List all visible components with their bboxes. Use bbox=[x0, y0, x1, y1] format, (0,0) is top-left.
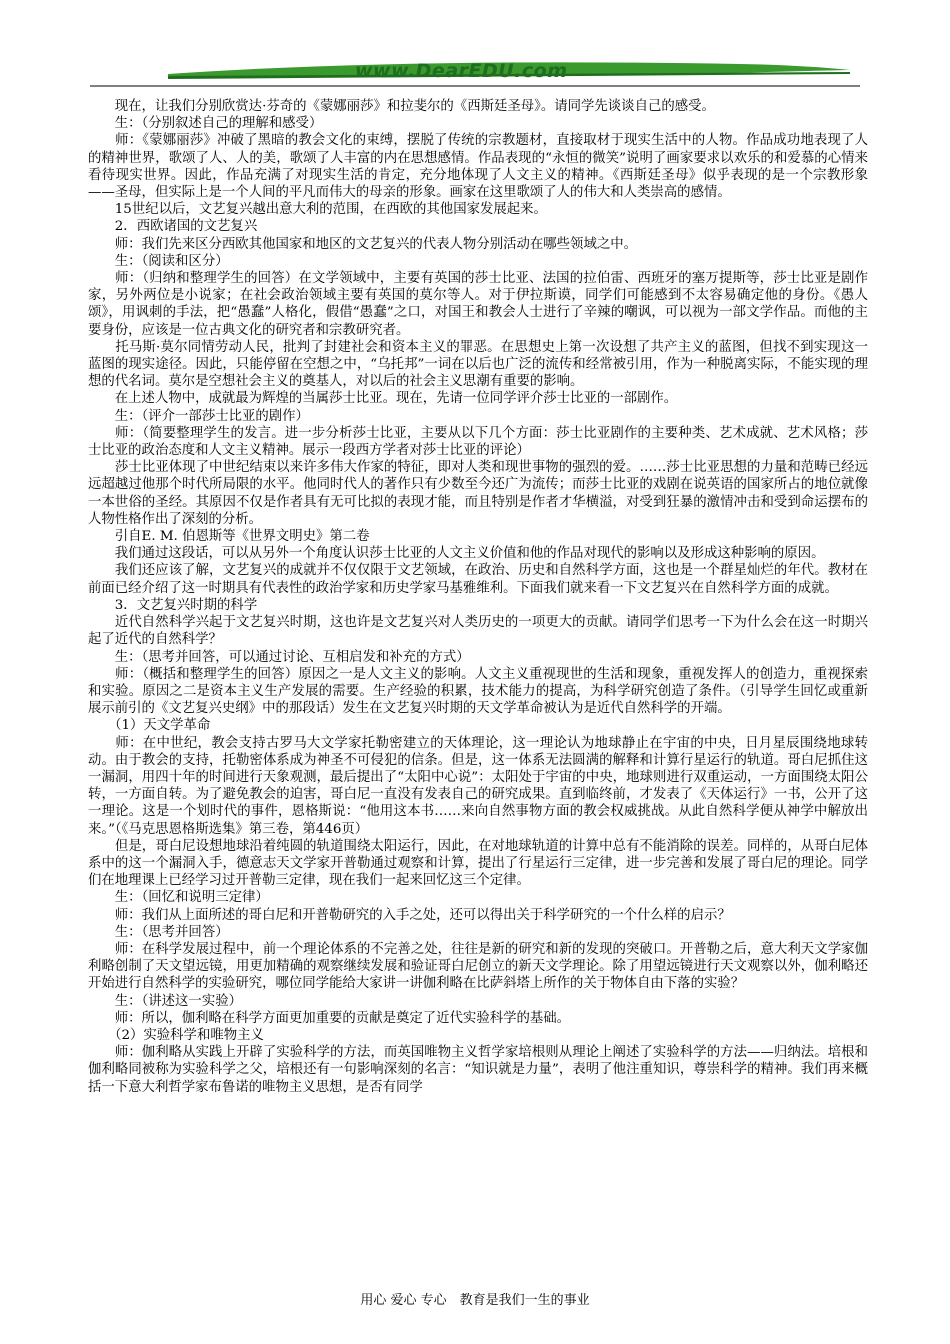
paragraph: 我们还应该了解，文艺复兴的成就并不仅仅限于文艺领域，在政治、历史和自然科学方面，这也是一个群星灿烂的年代。教材在前面已经介绍了这一时期具有代表性的政治学家和历史学家马基雅维利。下面我们就来看一下文艺复兴在自然科学方面的成就。 bbox=[88, 563, 868, 596]
paragraph: 在上述人物中，成就最为辉煌的当属莎士比亚。现在，先请一位同学评介莎士比亚的一部剧作。 bbox=[88, 391, 678, 407]
paragraph: 生：（回忆和说明三定律） bbox=[88, 890, 269, 906]
paragraph: 生：（思考并回答） bbox=[88, 924, 229, 940]
paragraph: 但是，哥白尼设想地球沿着纯圆的轨道围绕太阳运行，因此，在对地球轨道的计算中总有不能消除的误差。同样的，从哥白尼体系中的这一个漏洞入手，德意志天文学家开普勒通过观察和计算，提出了行星运行三定律，进一步完善和发展了哥白尼的理论。同学们在地理课上已经学习过开普勒三定律，现在我们一起来回忆这三个定律。 bbox=[88, 838, 868, 889]
quotation: 莎士比亚体现了中世纪结束以来许多伟大作家的特征，即对人类和现世事物的强烈的爱。……莎士比亚思想的力量和范畴已经远远超越过他那个时代所局限的水平。他同时代人的著作只有少数至今还广为流传；而莎士比亚的戏剧在说英语的国家所占的地位就像一本世俗的圣经。其原因不仅是作者具有无可比拟的表现才能，而且特别是作者才华横溢，对受到狂暴的激情冲击和受到命运摆布的人物性格作出了深刻的分析。 bbox=[88, 460, 868, 527]
citation: 引自E. M. 伯恩斯等《世界文明史》第二卷 bbox=[88, 529, 370, 545]
paragraph: 师：在科学发展过程中，前一个理论体系的不完善之处，往往是新的研究和新的发现的突破口。开普勒之后，意大利天文学家伽利略创制了天文望远镜，用更加精确的观察继续发展和验证哥白尼创立的新天文学理论。除了用望远镜进行天文观察以外，伽利略还开始进行自然科学的实验研究，哪位同学能给大家讲一讲伽利略在比萨斜塔上所作的关于物体自由下落的实验？ bbox=[88, 941, 868, 992]
paragraph: 师：（归纳和整理学生的回答）在文学领域中，主要有英国的莎士比亚、法国的拉伯雷、西班牙的塞万提斯等，莎士比亚是剧作家，另外两位是小说家；在社会政治领域主要有英国的莫尔等人。对于伊拉斯谟，同学们可能感到不太容易确定他的身份。《愚人颂》，用讽刺的手法，把“愚蠢”人格化，假借“愚蠢”之口，对国王和教会人士进行了辛辣的嘲讽，可以视为一部文学作品。而他的主要身份，应该是一位古典文化的研究者和宗教研究者。 bbox=[88, 271, 868, 338]
site-header-banner bbox=[0, 52, 950, 92]
paragraph: 生：（思考并回答，可以通过讨论、互相启发和补充的方式） bbox=[88, 649, 470, 665]
paragraph: 生：（分别叙述自己的理解和感受） bbox=[88, 116, 323, 132]
paragraph: 生：（讲述这一实验） bbox=[88, 993, 242, 1009]
paragraph: 师：在中世纪，教会支持古罗马大文学家托勒密建立的天体理论，这一理论认为地球静止在宇宙的中央，日月星辰围绕地球转动。由于教会的支持，托勒密体系成为神圣不可侵犯的信条。但是，这一体系无法圆满的解释和计算行星运行的轨道。哥白尼抓住这一漏洞，用四十年的时间进行天象观测，最后提出了“太阳中心说”：太阳处于宇宙的中央，地球则进行双重运动，一方面围绕太阳公转，一方面自转。为了避免教会的迫害，哥白尼一直没有发表自己的研究成果。直到临终前，才发表了《天体运行》一书，公开了这一理论。这是一个划时代的事件，恩格斯说：“他用这本书……来向自然事物方面的教会权威挑战。从此自然科学便从神学中解放出来。”（《马克思恩格斯选集》第三卷，第446页） bbox=[88, 735, 868, 837]
paragraph: 师：所以，伽利略在科学方面更加重要的贡献是奠定了近代实验科学的基础。 bbox=[88, 1010, 571, 1026]
section-heading: 3．文艺复兴时期的科学 bbox=[88, 597, 258, 613]
paragraph: 师：我们先来区分西欧其他国家和地区的文艺复兴的代表人物分别活动在哪些领域之中。 bbox=[88, 236, 638, 252]
site-logo: www.DearEDU.com bbox=[355, 60, 568, 82]
subsection-heading: （1）天文学革命 bbox=[88, 718, 211, 734]
paragraph: 生：（评介一部莎士比亚的剧作） bbox=[88, 408, 309, 424]
paragraph: 师：我们从上面所述的哥白尼和开普勒研究的入手之处，还可以得出关于科学研究的一个什么样的启示？ bbox=[88, 907, 731, 923]
paragraph: 近代自然科学兴起于文艺复兴时期，这也许是文艺复兴对人类历史的一项更大的贡献。请同学们思考一下为什么会在这一时期兴起了近代的自然科学？ bbox=[88, 615, 868, 648]
page-footer: 用心 爱心 专心 教育是我们一生的事业 bbox=[360, 1293, 590, 1308]
paragraph: 15世纪以后，文艺复兴越出意大利的范围，在西欧的其他国家发展起来。 bbox=[88, 202, 547, 218]
paragraph: 师：《蒙娜丽莎》冲破了黑暗的教会文化的束缚，摆脱了传统的宗教题材，直接取材于现实生活中的人物。作品成功地表现了人的精神世界，歌颂了人、人的美，歌颂了人丰富的内在思想感情。作品表现的“永恒的微笑”说明了画家要求以欢乐的和爱慕的心情来看待现实世界。因此，作品充满了对现实生活的肯定，充分地体现了人文主义的精神。《西斯廷圣母》似乎表现的是一个宗教形象——圣母，但实际上是一个人间的平凡而伟大的母亲的形象。画家在这里歌颂了人的伟大和人类崇高的感情。 bbox=[88, 133, 868, 201]
paragraph: 托马斯·莫尔同情劳动人民，批判了封建社会和资本主义的罪恶。在思想史上第一次设想了共产主义的蓝图，但找不到实现这一蓝图的现实途径。因此，只能停留在空想之中，“乌托邦”一词在以后也广泛的流传和经常被引用，作为一种脱离实际，不能实现的理想的代名词。莫尔是空想社会主义的奠基人，对以后的社会主义思潮有重要的影响。 bbox=[88, 339, 868, 390]
paragraph: 现在，让我们分别欣赏达·芬奇的《蒙娜丽莎》和拉斐尔的《西斯廷圣母》。请同学先谈谈自己的感受。 bbox=[88, 99, 715, 114]
document-body bbox=[88, 98, 868, 1096]
paragraph: 师：（概括和整理学生的回答）原因之一是人文主义的影响。人文主义重视现世的生活和现象，重视发挥人的创造力，重视探索和实验。原因之二是资本主义生产发展的需要。生产经验的积累，技术能力的提高，为科学研究创造了条件。（引导学生回忆或重新展示前引的《文艺复兴史纲》中的那段话）发生在文艺复兴时期的天文学革命被认为是近代自然科学的开端。 bbox=[88, 666, 868, 717]
paragraph: 师：伽利略从实践上开辟了实验科学的方法，而英国唯物主义哲学家培根则从理论上阐述了实验科学的方法——归纳法。培根和伽利略同被称为实验科学之父，培根还有一句影响深刻的名言：“知识就是力量”，表明了他注重知识，尊崇科学的精神。我们再来概括一下意大利哲学家布鲁诺的唯物主义思想，是否有同学 bbox=[88, 1045, 868, 1095]
section-heading: 2．西欧诸国的文艺复兴 bbox=[88, 219, 258, 235]
subsection-heading: （2）实验科学和唯物主义 bbox=[88, 1027, 264, 1043]
paragraph: 师：（简要整理学生的发言。进一步分析莎士比亚，主要从以下几个方面：莎士比亚剧作的主要种类、艺术成就、艺术风格；莎士比亚的政治态度和人文主义精神。展示一段西方学者对莎士比亚的评论） bbox=[88, 425, 868, 459]
paragraph: 生：（阅读和区分） bbox=[88, 253, 229, 269]
paragraph: 我们通过这段话，可以从另外一个角度认识莎士比亚的人文主义价值和他的作品对现代的影响以及形成这种影响的原因。 bbox=[88, 546, 825, 562]
